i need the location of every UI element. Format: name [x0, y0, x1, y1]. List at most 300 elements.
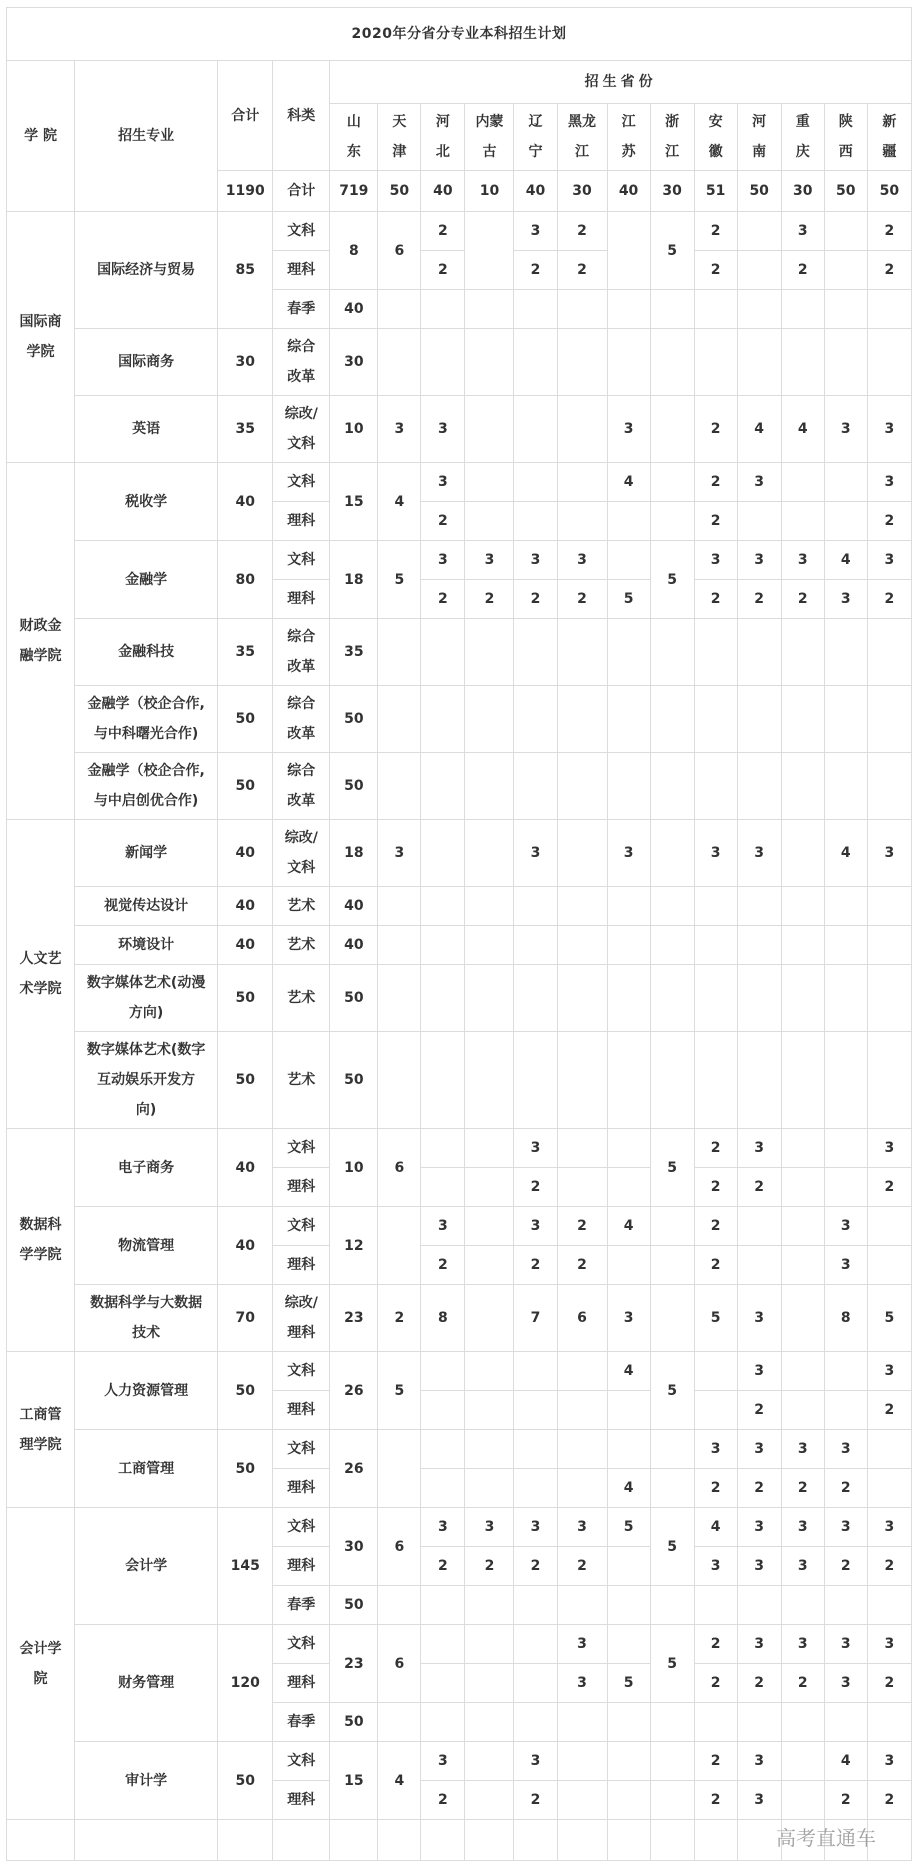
province-value — [781, 290, 824, 329]
province-value — [694, 965, 737, 1032]
province-value — [737, 926, 781, 965]
province-value — [737, 965, 781, 1032]
province-value: 3 — [867, 396, 911, 463]
province-total: 40 — [514, 171, 557, 212]
table-row — [7, 1742, 912, 1781]
province-value — [465, 1129, 514, 1168]
province-value — [694, 290, 737, 329]
province-value — [824, 1168, 867, 1207]
province-value — [421, 1391, 465, 1430]
province-value — [781, 965, 824, 1032]
province-value: 2 — [867, 1547, 911, 1586]
province-value — [557, 290, 607, 329]
province-value — [737, 1032, 781, 1129]
province-value — [378, 753, 421, 820]
text-line: 综合 — [287, 696, 316, 712]
province-value: 4 — [607, 463, 650, 502]
province-value — [421, 926, 465, 965]
province-value — [781, 820, 824, 887]
major-total: 40 — [218, 820, 273, 887]
province-value — [465, 1430, 514, 1469]
major-total: 40 — [218, 1129, 273, 1207]
province-value — [557, 1352, 607, 1391]
province-value — [421, 290, 465, 329]
province-value — [557, 753, 607, 820]
province-value — [781, 1168, 824, 1207]
province-value — [607, 887, 650, 926]
province-value — [781, 502, 824, 541]
province-value: 2 — [867, 580, 911, 619]
province-value: 2 — [867, 1391, 911, 1430]
province-value — [824, 619, 867, 686]
province-total: 30 — [557, 171, 607, 212]
province-value — [378, 1586, 421, 1625]
category — [273, 251, 330, 290]
province-value — [465, 965, 514, 1032]
merged-province-value: 5 — [378, 541, 421, 619]
province-value — [465, 329, 514, 396]
province-name-line: 天 — [392, 114, 407, 130]
province-value — [465, 686, 514, 753]
province-value: 2 — [781, 1664, 824, 1703]
category — [273, 1391, 330, 1430]
province-value: 3 — [694, 1547, 737, 1586]
province-value — [694, 1352, 737, 1391]
province-value — [824, 753, 867, 820]
major-total: 40 — [218, 1207, 273, 1285]
province-value: 2 — [557, 1246, 607, 1285]
province-value — [465, 1207, 514, 1246]
province-value — [378, 1032, 421, 1129]
province-value — [781, 1391, 824, 1430]
province-value — [737, 290, 781, 329]
province-value: 2 — [867, 1781, 911, 1820]
text-line: 金融学（校企合作, — [87, 696, 205, 712]
category — [273, 1246, 330, 1285]
merged-province-value: 23 — [330, 1625, 378, 1703]
major-name — [75, 1207, 218, 1285]
province-value — [737, 251, 781, 290]
province-value: 3 — [867, 541, 911, 580]
province-value — [824, 965, 867, 1032]
text-line: 艺术 — [287, 1072, 316, 1088]
text-line: 金融科技 — [118, 644, 175, 660]
province-value: 2 — [867, 502, 911, 541]
empty-cell — [421, 1820, 465, 1861]
province-value: 2 — [737, 1391, 781, 1430]
merged-province-value: 26 — [330, 1352, 378, 1430]
province-value: 3 — [781, 1547, 824, 1586]
text-line: 综合 — [287, 629, 316, 645]
major-name — [75, 686, 218, 753]
text-line: 英语 — [132, 421, 161, 437]
province-value — [867, 887, 911, 926]
province-value — [781, 686, 824, 753]
province-value: 2 — [737, 1168, 781, 1207]
merged-province-value: 26 — [330, 1430, 378, 1508]
text-line: 技术 — [132, 1325, 161, 1341]
province-value: 3 — [694, 541, 737, 580]
province-header — [737, 104, 781, 171]
table-row — [7, 1508, 912, 1547]
province-value — [781, 1742, 824, 1781]
province-value: 2 — [557, 1547, 607, 1586]
text-line: 综改/ — [284, 830, 318, 846]
province-value — [421, 329, 465, 396]
province-value — [824, 686, 867, 753]
text-line: 金融学 — [125, 571, 168, 588]
province-header — [650, 104, 694, 171]
province-value: 3 — [824, 1664, 867, 1703]
province-value — [694, 686, 737, 753]
category — [273, 580, 330, 619]
province-value: 2 — [737, 1469, 781, 1508]
province-name-line: 山 — [346, 114, 361, 130]
province-value — [650, 329, 694, 396]
text-line: 文科 — [287, 552, 316, 568]
province-total: 40 — [607, 171, 650, 212]
province-value — [694, 1586, 737, 1625]
header-college: 学 院 — [7, 61, 75, 212]
province-value — [694, 1703, 737, 1742]
province-value — [694, 926, 737, 965]
province-value — [650, 1207, 694, 1246]
province-name-line: 辽 — [528, 114, 543, 130]
province-value — [650, 290, 694, 329]
province-value — [514, 1664, 557, 1703]
province-value: 3 — [421, 541, 465, 580]
province-value — [607, 1129, 650, 1168]
text-line: 文科 — [287, 436, 316, 452]
province-name-line: 江 — [665, 144, 680, 160]
category — [273, 1742, 330, 1781]
province-value — [557, 1703, 607, 1742]
province-value: 35 — [330, 619, 378, 686]
merged-province-value: 10 — [330, 1129, 378, 1207]
text-line: 院 — [33, 1670, 48, 1687]
empty-cell — [557, 1820, 607, 1861]
merged-province-value: 6 — [378, 1129, 421, 1207]
province-header — [465, 104, 514, 171]
table-row — [7, 965, 912, 1032]
text-line: 理科 — [287, 1480, 316, 1496]
page-title: 2020年分省分专业本科招生计划 — [7, 8, 912, 61]
text-line: 财政金 — [19, 618, 62, 634]
province-value: 2 — [557, 212, 607, 251]
province-value — [557, 965, 607, 1032]
province-value — [867, 753, 911, 820]
text-line: 改革 — [287, 726, 316, 742]
province-value — [824, 887, 867, 926]
province-value: 6 — [557, 1285, 607, 1352]
province-total: 10 — [465, 171, 514, 212]
text-line: 财务管理 — [118, 1675, 175, 1691]
province-value — [607, 1246, 650, 1285]
category — [273, 686, 330, 753]
province-value: 4 — [781, 396, 824, 463]
province-value: 3 — [694, 1430, 737, 1469]
province-value — [557, 329, 607, 396]
province-name-line: 河 — [435, 114, 450, 130]
province-value — [378, 329, 421, 396]
province-value: 2 — [514, 1781, 557, 1820]
province-value: 2 — [694, 212, 737, 251]
province-value — [465, 1246, 514, 1285]
province-value — [867, 1469, 911, 1508]
province-total: 50 — [824, 171, 867, 212]
province-value — [557, 926, 607, 965]
province-value — [607, 1586, 650, 1625]
province-value — [557, 1781, 607, 1820]
category — [273, 753, 330, 820]
table-row — [7, 1625, 912, 1664]
province-value — [607, 1032, 650, 1129]
province-value: 50 — [330, 965, 378, 1032]
province-value: 4 — [737, 396, 781, 463]
category — [273, 926, 330, 965]
province-value — [514, 1586, 557, 1625]
enrollment-plan-table — [6, 7, 912, 1861]
merged-province-value — [378, 1207, 421, 1285]
table-row — [7, 1352, 912, 1391]
text-line: 国际商 — [19, 314, 62, 330]
province-value: 3 — [737, 1430, 781, 1469]
province-value: 8 — [421, 1285, 465, 1352]
province-value: 4 — [824, 541, 867, 580]
province-value: 3 — [824, 580, 867, 619]
province-value — [378, 619, 421, 686]
province-name-line: 江 — [575, 144, 590, 160]
province-value — [737, 212, 781, 251]
major-name — [75, 463, 218, 541]
province-value — [557, 1129, 607, 1168]
province-value — [607, 686, 650, 753]
text-line: 文科 — [287, 1140, 316, 1156]
province-value — [607, 619, 650, 686]
province-value — [421, 1168, 465, 1207]
province-value — [557, 619, 607, 686]
province-value: 3 — [557, 1508, 607, 1547]
major-total: 80 — [218, 541, 273, 619]
province-value — [867, 686, 911, 753]
province-value: 3 — [694, 820, 737, 887]
province-value: 40 — [330, 290, 378, 329]
merged-province-value: 30 — [330, 1508, 378, 1586]
empty-cell — [607, 1820, 650, 1861]
province-value: 2 — [781, 580, 824, 619]
table-row — [7, 1207, 912, 1246]
province-value — [737, 1586, 781, 1625]
province-value: 2 — [867, 251, 911, 290]
province-value: 3 — [781, 1625, 824, 1664]
merged-province-value: 15 — [330, 1742, 378, 1820]
text-line: 理科 — [287, 1675, 316, 1691]
merged-province-value: 6 — [378, 1625, 421, 1703]
table-row — [7, 463, 912, 502]
province-value: 2 — [694, 1246, 737, 1285]
province-value — [421, 1625, 465, 1664]
text-line: 理科 — [287, 513, 316, 529]
province-value — [607, 1547, 650, 1586]
province-value — [465, 463, 514, 502]
province-value: 4 — [607, 1469, 650, 1508]
province-value — [514, 1391, 557, 1430]
province-header — [867, 104, 911, 171]
text-line: 互动娱乐开发方 — [97, 1072, 196, 1088]
table-row — [7, 329, 912, 396]
category — [273, 1547, 330, 1586]
province-value: 2 — [694, 1664, 737, 1703]
province-value: 2 — [421, 1547, 465, 1586]
category — [273, 1129, 330, 1168]
province-value: 2 — [378, 1285, 421, 1352]
province-value — [514, 1469, 557, 1508]
province-value — [650, 619, 694, 686]
major-name — [75, 1032, 218, 1129]
province-value: 2 — [421, 580, 465, 619]
province-value: 2 — [465, 580, 514, 619]
header-category: 科类 — [273, 61, 330, 171]
province-value — [514, 1352, 557, 1391]
province-value — [867, 290, 911, 329]
merged-province-value: 5 — [650, 212, 694, 290]
grand-total-label: 合计 — [273, 171, 330, 212]
province-name-line: 重 — [795, 114, 810, 130]
province-value: 3 — [607, 396, 650, 463]
province-value — [465, 1469, 514, 1508]
province-total: 50 — [737, 171, 781, 212]
text-line: 新闻学 — [125, 845, 168, 861]
category — [273, 502, 330, 541]
province-value — [465, 887, 514, 926]
province-value — [378, 290, 421, 329]
major-total: 35 — [218, 396, 273, 463]
text-line: 理科 — [287, 1558, 316, 1574]
college-name — [7, 463, 75, 820]
province-value: 2 — [694, 1207, 737, 1246]
province-name-line: 疆 — [882, 144, 897, 160]
major-name — [75, 1742, 218, 1820]
province-value — [421, 820, 465, 887]
province-value: 3 — [514, 1508, 557, 1547]
province-total: 30 — [781, 171, 824, 212]
province-value: 2 — [694, 1469, 737, 1508]
province-value — [514, 502, 557, 541]
province-value — [514, 1625, 557, 1664]
major-name — [75, 329, 218, 396]
table-row — [7, 753, 912, 820]
text-line: 视觉传达设计 — [104, 898, 189, 914]
merged-province-value: 5 — [650, 1625, 694, 1703]
text-line: 审计学 — [125, 1772, 168, 1789]
major-total: 50 — [218, 753, 273, 820]
text-line: 金融学（校企合作, — [87, 763, 205, 779]
province-value — [694, 329, 737, 396]
province-value — [824, 1703, 867, 1742]
province-total: 51 — [694, 171, 737, 212]
empty-cell — [465, 1820, 514, 1861]
text-line: 春季 — [287, 301, 316, 317]
category — [273, 1168, 330, 1207]
province-value: 3 — [421, 1207, 465, 1246]
province-value: 4 — [607, 1352, 650, 1391]
province-value — [607, 1430, 650, 1469]
province-value — [650, 1586, 694, 1625]
province-value: 50 — [330, 1032, 378, 1129]
text-line: 学院 — [26, 344, 55, 360]
province-value — [465, 1625, 514, 1664]
province-value — [781, 1586, 824, 1625]
province-value: 3 — [465, 541, 514, 580]
province-value: 30 — [330, 329, 378, 396]
province-value: 3 — [824, 1625, 867, 1664]
province-name-line: 宁 — [528, 144, 543, 160]
category — [273, 463, 330, 502]
major-total: 50 — [218, 965, 273, 1032]
province-value — [867, 965, 911, 1032]
text-line: 艺术 — [287, 937, 316, 953]
province-value — [781, 619, 824, 686]
province-value — [781, 887, 824, 926]
category — [273, 1625, 330, 1664]
province-value — [650, 1032, 694, 1129]
province-value — [650, 396, 694, 463]
province-value: 3 — [737, 1129, 781, 1168]
text-line: 会计学 — [19, 1640, 62, 1657]
text-line: 艺术 — [287, 898, 316, 914]
province-value — [824, 1032, 867, 1129]
province-value — [607, 1742, 650, 1781]
province-value — [737, 1246, 781, 1285]
province-value — [557, 1391, 607, 1430]
province-value: 2 — [694, 396, 737, 463]
text-line: 理科 — [287, 262, 316, 278]
province-value — [694, 753, 737, 820]
text-line: 文科 — [287, 1218, 316, 1234]
major-total: 50 — [218, 1742, 273, 1820]
merged-province-value: 5 — [650, 541, 694, 619]
province-name-line: 河 — [752, 114, 767, 130]
merged-province-value: 8 — [330, 212, 378, 290]
province-value — [378, 887, 421, 926]
text-line: 会计学 — [125, 1558, 168, 1574]
category — [273, 1586, 330, 1625]
province-value — [650, 820, 694, 887]
province-value — [514, 926, 557, 965]
province-value: 4 — [824, 1742, 867, 1781]
province-value: 3 — [514, 1742, 557, 1781]
province-value: 3 — [824, 1430, 867, 1469]
category — [273, 619, 330, 686]
province-value: 3 — [737, 1508, 781, 1547]
major-total: 50 — [218, 1430, 273, 1508]
province-value — [737, 1703, 781, 1742]
province-value: 2 — [694, 251, 737, 290]
header-total: 合计 — [218, 61, 273, 171]
text-line: 数字媒体艺术(动漫 — [86, 975, 206, 991]
province-value: 2 — [824, 1781, 867, 1820]
province-value — [824, 1391, 867, 1430]
province-value — [781, 1129, 824, 1168]
province-name-line: 徽 — [708, 144, 723, 160]
province-value: 7 — [514, 1285, 557, 1352]
text-line: 文科 — [287, 223, 316, 239]
empty-cell — [694, 1820, 737, 1861]
province-value: 3 — [737, 1352, 781, 1391]
province-value: 3 — [421, 463, 465, 502]
category — [273, 541, 330, 580]
text-line: 综合 — [287, 339, 316, 355]
